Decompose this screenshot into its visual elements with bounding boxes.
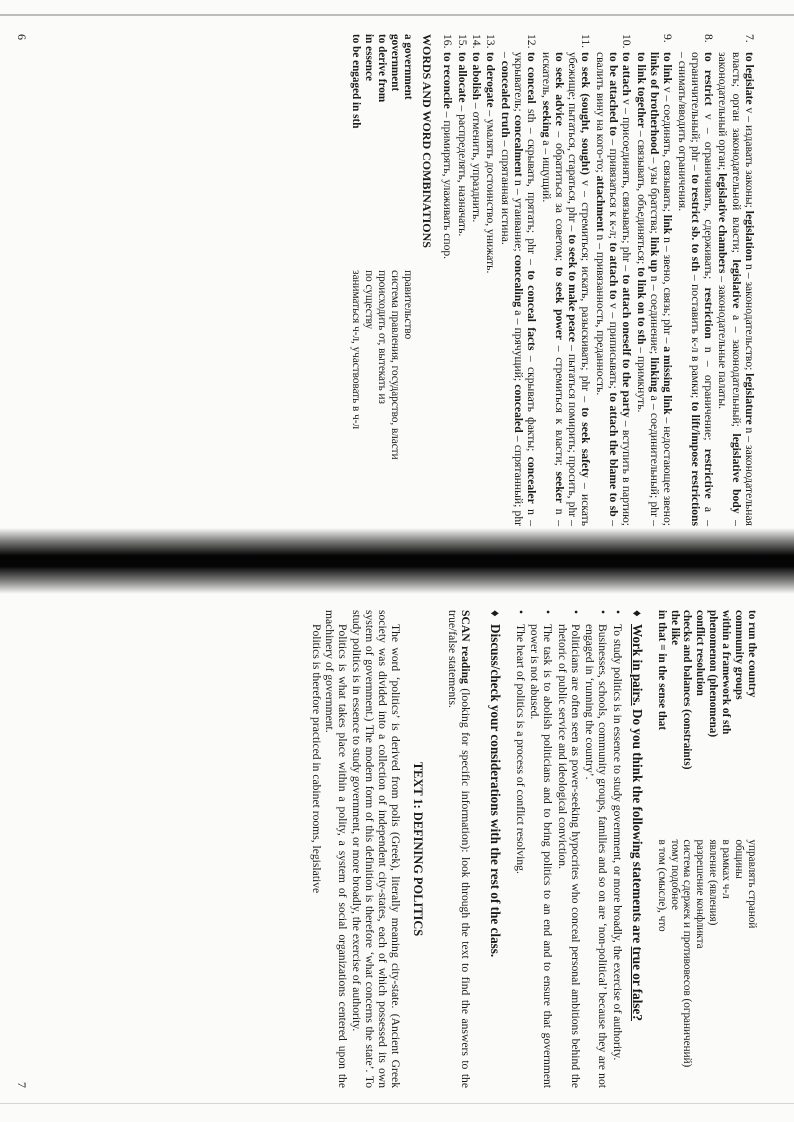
vocab-definition: – умалять достоинство, унижать. (484, 107, 498, 274)
word-combination-translation: в том (смысле), что (655, 839, 668, 932)
word-combination-row (732, 610, 745, 1088)
word-combination-term: a government (401, 34, 414, 100)
vocab-term: to attach (620, 52, 634, 96)
vocab-entry (455, 34, 469, 526)
vocab-term: to conceal (525, 52, 539, 104)
word-combination-translation: заниматься ч-л, участвовать в ч-л (350, 270, 363, 430)
vocab-term: legislative (729, 259, 743, 309)
word-combination-translation: по существу (363, 270, 376, 330)
word-combination-term: in that = in the sense that (655, 610, 668, 731)
vocab-term: concealed (511, 384, 525, 433)
vocab-definition: – вступить в партию; (620, 417, 634, 526)
word-combination-translation: общины (733, 839, 746, 879)
vocab-entry (593, 34, 634, 527)
vocab-term: concealment (511, 114, 525, 177)
words-combinations-title: WORDS AND WORD COMBINATIONS (420, 34, 435, 248)
vocab-term: attachment (593, 175, 607, 232)
diamond-bullet-icon: ♦ (629, 610, 645, 617)
vocab-term: link (661, 214, 675, 235)
vocab-term: to attach to (607, 242, 621, 300)
bullet-icon: • (541, 610, 555, 615)
vocab-term: to seek safety (579, 407, 593, 478)
vocab-term: concealed truth (498, 60, 512, 138)
vocab-term: to link together (634, 52, 648, 128)
statement-text: The heart of politics is a process of conflict resolving. (513, 624, 527, 874)
word-combination-row (719, 610, 732, 1088)
word-combination-translation: явление (явления) (707, 839, 720, 926)
vocab-definition: a – соединительный; phr – (647, 392, 661, 526)
word-combination-term: to run the country (746, 610, 758, 698)
scan-reading-instruction (446, 610, 473, 1088)
vocab-definition: – привязаться к к-л; (607, 135, 621, 243)
task-work-in-pairs (630, 610, 645, 1088)
vocab-entry (539, 34, 593, 527)
vocab-definition: – снимать/вводить ограничения. (675, 52, 689, 212)
vocab-term: legislative body (729, 433, 743, 514)
vocab-term: to seek (sought, sought) (579, 52, 593, 175)
vocab-term: to restrict (702, 52, 716, 106)
bullet-icon: • (596, 610, 610, 615)
vocab-definition: – обратиться за советом; (552, 125, 566, 267)
text-paragraph: Politics is therefore practiced in cabinet rooms, legislative (309, 624, 323, 894)
bullet-icon: • (568, 610, 582, 615)
vocab-term: to be attached to (607, 52, 621, 136)
vocab-definition: a – ищущий. (539, 137, 553, 203)
vocab-entry (675, 34, 716, 526)
vocab-definition: – примирять, улаживать спор. (441, 108, 455, 260)
vocab-definition: – отменить, упразднить. (470, 100, 484, 223)
vocab-entry (484, 34, 498, 526)
vocab-definition: – стремиться к власти; (552, 340, 566, 472)
left-page (0, 0, 794, 560)
vocab-definition: – пытаться помирить; просить, phr – (566, 341, 580, 526)
bullet-icon: • (610, 610, 624, 615)
vocab-definition: – скрывать факты; (525, 350, 539, 457)
vocab-definition: v – присоединять, связывать; phr – (620, 95, 634, 275)
page-number-left: 6 (15, 34, 29, 40)
vocab-number: 7. (743, 34, 756, 43)
word-combination-translation: правительство (401, 270, 414, 340)
page-number-right: 7 (15, 1082, 29, 1088)
vocab-definition: n – звено, связь; phr – (661, 234, 675, 347)
vocab-number: 16. (441, 34, 455, 49)
vocab-number: 11. (579, 34, 593, 49)
word-combination-term: checks and balances (constraints) (681, 610, 694, 770)
text-paragraph: Politics is what takes place within a polity, a system of social organizations centered upon the machinery of government. (323, 610, 350, 1088)
vocab-term: link up (647, 236, 661, 273)
scan-text: (looking for specific information): look through the text to find the answers to the true/false statements. (446, 610, 473, 1088)
vocab-definition: n – ограничение; (702, 338, 716, 449)
word-combination-row (668, 610, 681, 1088)
word-combination-translation: разрешение конфликта (694, 839, 707, 949)
vocab-entry (634, 34, 675, 527)
vocab-term: restrictive (702, 448, 716, 499)
vocab-definition: n – искатель, (539, 52, 566, 527)
vocab-definition: – законодательные палаты. (716, 273, 730, 410)
statement-item (513, 610, 527, 1088)
vocab-term: to seek advice (552, 52, 566, 126)
vocab-definition: – примкнуть. (634, 344, 648, 413)
vocab-entry (470, 34, 484, 526)
vocab-definition: n – законодательство; (743, 261, 756, 374)
statement-text: Businesses, schools, community groups, families and so on are ‘non-political’ because they are not engaged in ‘running the country’. (583, 624, 610, 1088)
word-combination-translation: управлять страной (746, 839, 758, 929)
right-page (0, 562, 794, 1122)
vocab-term: seeker (552, 471, 566, 504)
vocab-term: legislature (743, 373, 756, 425)
word-combination-translation: в рамках ч-л (720, 839, 733, 899)
vocab-term: concealing (511, 254, 525, 307)
diamond-bullet-icon: ♦ (488, 610, 504, 617)
scan-edge-mark-right (0, 1103, 794, 1104)
vocab-term: to conceal facts (525, 270, 539, 351)
text-paragraph: The word ‘politics’ is derived from polis (Greek), literally meaning city-state. (Ancient Greek society was divided into a collection of independent city-states, each of which possessed its own system of government.) The modern form of this definition is therefore ‘what concerns the state’. To study politics is in essence to study government, or more broadly, the exercise of authority. (349, 610, 403, 1088)
vocab-term: to attach the blame to sb (607, 392, 621, 517)
word-combination-translation: происходить от, вытекать из (376, 270, 389, 404)
left-page-content (349, 34, 756, 526)
word-combination-row (388, 34, 401, 526)
vocab-definition: – связывать, объединяться; (634, 128, 648, 268)
right-page-content (309, 610, 758, 1088)
statement-item (555, 610, 582, 1088)
vocab-definition: n – соединение; (647, 272, 661, 358)
vocab-entry (441, 34, 455, 526)
vocab-entry (716, 34, 756, 526)
vocab-number: 10. (620, 34, 634, 49)
vocab-definition: – искать убежище; пытаться, стараться, phr – (566, 52, 593, 527)
vocab-definition: n – укрыватель; (511, 52, 539, 526)
word-combination-row (362, 34, 375, 526)
vocab-term: seeking (539, 100, 553, 138)
vocab-term: to restrict sb. to sth (688, 174, 702, 272)
vocab-definition: n – привязанность, преданность. (593, 231, 607, 396)
vocab-term: legislative chambers (716, 173, 730, 274)
vocab-definition: n – законодательная власть; орган законодательной власти; (729, 52, 756, 526)
vocab-definition: – распределять, назначать. (455, 102, 469, 237)
word-combination-row (655, 610, 668, 1088)
vocab-definition: – поставить к-л в рамки; (688, 271, 702, 402)
task-lead: Work in pairs. (629, 624, 645, 706)
vocabulary-list (441, 34, 756, 526)
vocab-term: to lift/impose restrictions (688, 401, 702, 526)
vocab-definition: – спрятанный; phr – (498, 52, 525, 527)
vocab-term: linking (647, 357, 661, 393)
vocab-definition: – недостающее звено; (661, 414, 675, 527)
word-combination-row (693, 610, 706, 1088)
word-combination-term: conflict resolution (694, 610, 707, 696)
word-combination-row (681, 610, 694, 1088)
vocab-term: restriction (702, 287, 716, 339)
word-combination-row (375, 34, 388, 526)
vocab-term: to seek to make peace (566, 234, 580, 342)
vocab-number: 8. (702, 34, 716, 43)
task-underlined: true or false? (629, 946, 645, 1021)
text-body (309, 610, 402, 1088)
vocab-number: 15. (455, 34, 469, 49)
word-combination-translation: система сдержек и противовесов (ограничений) (681, 839, 694, 1068)
word-combination-term: community groups (733, 610, 746, 700)
vocab-term: to link (661, 52, 675, 84)
word-combination-row (401, 34, 414, 526)
vocab-definition: a – прячущий; (511, 307, 525, 385)
vocab-number: 12. (525, 34, 539, 49)
vocab-number: 9. (661, 34, 675, 43)
vocab-definition: a – законодательный; (729, 308, 743, 434)
vocab-definition: n – утаивание; (511, 176, 525, 255)
word-combination-term: the like (668, 610, 681, 646)
vocab-definition: v – издавать законы; (743, 104, 756, 211)
vocab-term: to attach oneself to the party (620, 274, 634, 418)
word-combination-term: phenomenon (phenomena) (707, 610, 720, 738)
task-discuss-text: Discuss/check your considerations with the rest of the class. (488, 624, 504, 958)
word-combination-row (349, 34, 362, 526)
word-combination-translation: система правления, государство, власти (388, 270, 401, 460)
vocab-definition: – свалить вину на кого-то; (593, 52, 621, 527)
statement-text: To study politics is in essence to study government, or more broadly, the exercise of authority. (610, 624, 624, 1061)
statement-text: The task is to abolish politicians and to bring politics to an end and to ensure that government power is not abused. (527, 624, 555, 1088)
vocab-definition: v – приписывать; (607, 299, 621, 393)
statements-list (513, 610, 623, 1088)
vocab-entry (498, 34, 539, 527)
statement-text: Politicians are often seen as power-seeking hypocrites who conceal personal ambitions behind the rhetoric of public service and ideological conviction. (555, 624, 582, 1088)
vocab-definition: v – стремиться; искать, разыскивать; phr – (579, 174, 593, 408)
word-combination-row (706, 610, 719, 1088)
vocab-number: 14. (470, 34, 484, 49)
bullet-icon: • (513, 610, 527, 615)
word-combination-term: government (388, 34, 401, 92)
text-title: TEXT 1: DEFINING POLITICS (410, 761, 425, 937)
word-combination-term: to be engaged in sth (350, 34, 363, 129)
vocab-term: a missing link (661, 346, 675, 415)
statement-item (527, 610, 555, 1088)
vocab-definition: v – ограничивать, сдерживать; (702, 105, 716, 288)
word-combination-translation: тому подобное (668, 839, 681, 910)
vocab-definition: – законодательный орган; (716, 52, 743, 526)
vocab-definition: – спрятанная истина. (498, 137, 512, 245)
task-discuss (488, 610, 503, 1088)
word-combination-row (745, 610, 758, 1088)
word-combinations-table (349, 34, 414, 526)
vocab-term: to allocate (455, 52, 469, 103)
vocab-term: to seek power (552, 266, 566, 341)
word-combinations-table-continued (655, 610, 758, 1088)
task-text: Do you think the following statements are (629, 705, 645, 947)
vocab-definition: sth – скрывать, прятать; phr – (525, 103, 539, 271)
word-combination-term: in essence (363, 34, 376, 81)
vocab-term: links of brotherhood (647, 52, 661, 155)
vocab-term: to link on to sth (634, 267, 648, 345)
vocab-term: to legislate (743, 52, 756, 105)
vocab-definition: a – ограничительный; phr – (688, 52, 716, 526)
vocab-term: to abolish (470, 52, 484, 100)
word-combination-term: within a framework of sth (720, 610, 733, 735)
vocab-definition: – узы братства; (647, 154, 661, 237)
vocab-definition: v – соединять, связывать; (661, 83, 675, 215)
vocab-term: to reconcile (441, 52, 455, 109)
scan-lead: SCAN reading (459, 610, 473, 684)
word-combination-term: to derive from (376, 34, 389, 103)
vocab-number: 13. (484, 34, 498, 49)
vocab-term: concealer (525, 456, 539, 504)
statement-item (583, 610, 610, 1088)
statement-item (610, 610, 624, 1088)
vocab-term: legislation (743, 210, 756, 262)
vocab-term: to derogate (484, 52, 498, 108)
